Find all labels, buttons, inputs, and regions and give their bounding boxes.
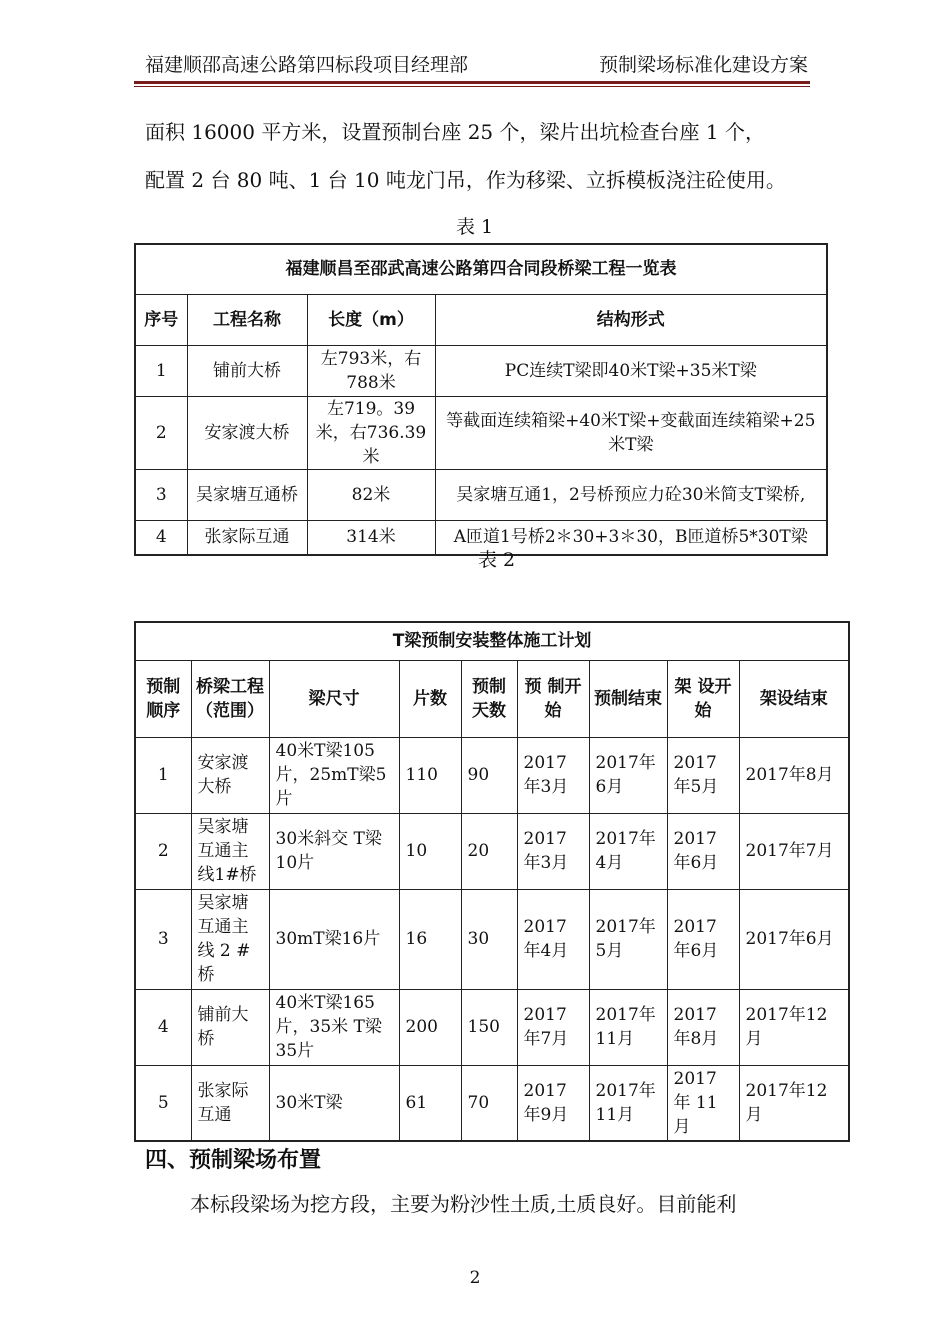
- table-cell: 2017年5月: [589, 889, 667, 989]
- table-cell: 4: [135, 520, 187, 555]
- table-cell: 30mT梁16片: [269, 889, 399, 989]
- table-cell: 铺前大桥: [191, 989, 269, 1065]
- table-row: [135, 989, 849, 1065]
- table-cell: 2017年4月: [589, 813, 667, 889]
- table2-header: 预制天数: [461, 660, 517, 737]
- table2-header: 桥梁工程（范围）: [191, 660, 269, 737]
- table-cell: 2017年6月: [589, 737, 667, 813]
- table-cell: 张家际互通: [191, 1065, 269, 1141]
- table-cell: 张家际互通: [187, 520, 307, 555]
- table1-caption: 表 1: [456, 216, 494, 238]
- table-cell: 2017年12月: [739, 989, 849, 1065]
- header-right: 预制梁场标准化建设方案: [598, 54, 808, 76]
- table-cell: 左719。39米，右736.39米: [307, 396, 435, 469]
- table-cell: 70: [461, 1065, 517, 1141]
- table-cell: 200: [399, 989, 461, 1065]
- table-cell: A匝道1号桥2＊30+3＊30，B匝道桥5*30T梁: [435, 520, 827, 555]
- table-cell: 4: [135, 989, 191, 1065]
- table-cell: 3: [135, 889, 191, 989]
- table-cell: PC连续T梁即40米T梁+35米T梁: [435, 345, 827, 396]
- table-cell: 2017年11月: [589, 1065, 667, 1141]
- table-cell: 2017年 11月: [667, 1065, 739, 1141]
- table-cell: 2017年9月: [517, 1065, 589, 1141]
- header-rule: [134, 81, 810, 84]
- page-number: 2: [469, 1268, 481, 1288]
- table-cell: 吴家塘互通桥: [187, 469, 307, 520]
- table1-title: 福建顺昌至邵武高速公路第四合同段桥梁工程一览表: [135, 244, 827, 294]
- table-row: [135, 345, 827, 396]
- table-cell: 2017年7月: [739, 813, 849, 889]
- table-cell: 2017年6月: [739, 889, 849, 989]
- table1-header-name: 工程名称: [187, 294, 307, 345]
- table2-header: 预 制开始: [517, 660, 589, 737]
- section-text: 本标段梁场为挖方段，主要为粉沙性土质,土质良好。目前能利: [190, 1192, 737, 1216]
- table-cell: 2017年12月: [739, 1065, 849, 1141]
- table-cell: 40米T梁105片，25mT梁5片: [269, 737, 399, 813]
- table-cell: 吴家塘互通主线1#桥: [191, 813, 269, 889]
- table-cell: 左793米，右788米: [307, 345, 435, 396]
- bridge-list-table: [134, 243, 828, 556]
- section-heading: 四、预制梁场布置: [145, 1148, 322, 1173]
- construction-plan-table: [134, 621, 850, 1142]
- table-cell: 2017年11月: [589, 989, 667, 1065]
- table-cell: 安家渡大桥: [191, 737, 269, 813]
- table-cell: 等截面连续箱梁+40米T梁+变截面连续箱梁+25米T梁: [435, 396, 827, 469]
- table-cell: 110: [399, 737, 461, 813]
- table-cell: 314米: [307, 520, 435, 555]
- table-cell: 1: [135, 345, 187, 396]
- table-cell: 吴家塘互通主线 2 #桥: [191, 889, 269, 989]
- table-cell: 5: [135, 1065, 191, 1141]
- table-row: [135, 469, 827, 520]
- table-cell: 2: [135, 813, 191, 889]
- header-rule-thin: [134, 86, 810, 87]
- table-cell: 20: [461, 813, 517, 889]
- intro-line-1: 面积 16000 平方米，设置预制台座 25 个，梁片出坑检查台座 1 个，: [145, 120, 765, 144]
- table-cell: 2017年8月: [739, 737, 849, 813]
- table-cell: 2: [135, 396, 187, 469]
- table-cell: 铺前大桥: [187, 345, 307, 396]
- table-row: [135, 396, 827, 469]
- table-row: [135, 737, 849, 813]
- header-left: 福建顺邵高速公路第四标段项目经理部: [145, 54, 469, 76]
- table2-header: 预制顺序: [135, 660, 191, 737]
- table2-header: 片数: [399, 660, 461, 737]
- table-cell: 2017年3月: [517, 737, 589, 813]
- table-cell: 2017年5月: [667, 737, 739, 813]
- table-cell: 10: [399, 813, 461, 889]
- table2-title: T梁预制安装整体施工计划: [135, 622, 849, 660]
- table-cell: 2017年6月: [667, 889, 739, 989]
- table1-header-no: 序号: [135, 294, 187, 345]
- table1-header-length: 长度（m）: [307, 294, 435, 345]
- table-row: [135, 813, 849, 889]
- table-cell: 40米T梁165片，35米 T梁35片: [269, 989, 399, 1065]
- table-cell: 吴家塘互通1，2号桥预应力砼30米简支T梁桥,: [435, 469, 827, 520]
- table-cell: 1: [135, 737, 191, 813]
- intro-line-2: 配置 2 台 80 吨、1 台 10 吨龙门吊，作为移梁、立拆模板浇注砼使用。: [145, 168, 786, 192]
- table-cell: 2017年7月: [517, 989, 589, 1065]
- table-cell: 2017年8月: [667, 989, 739, 1065]
- table-cell: 82米: [307, 469, 435, 520]
- table-cell: 30: [461, 889, 517, 989]
- table-cell: 150: [461, 989, 517, 1065]
- table2-header: 梁尺寸: [269, 660, 399, 737]
- table-cell: 2017年6月: [667, 813, 739, 889]
- table1-header-structure: 结构形式: [435, 294, 827, 345]
- table2-caption: 表 2: [478, 549, 516, 571]
- table-cell: 3: [135, 469, 187, 520]
- table-cell: 16: [399, 889, 461, 989]
- table2-header: 架设结束: [739, 660, 849, 737]
- table-cell: 安家渡大桥: [187, 396, 307, 469]
- table-cell: 90: [461, 737, 517, 813]
- table2-header: 预制结束: [589, 660, 667, 737]
- table-cell: 2017年4月: [517, 889, 589, 989]
- table-cell: 30米斜交 T梁10片: [269, 813, 399, 889]
- table-row: [135, 1065, 849, 1141]
- table-row: [135, 889, 849, 989]
- table-cell: 2017年3月: [517, 813, 589, 889]
- table-cell: 61: [399, 1065, 461, 1141]
- table2-header: 架 设开始: [667, 660, 739, 737]
- table-cell: 30米T梁: [269, 1065, 399, 1141]
